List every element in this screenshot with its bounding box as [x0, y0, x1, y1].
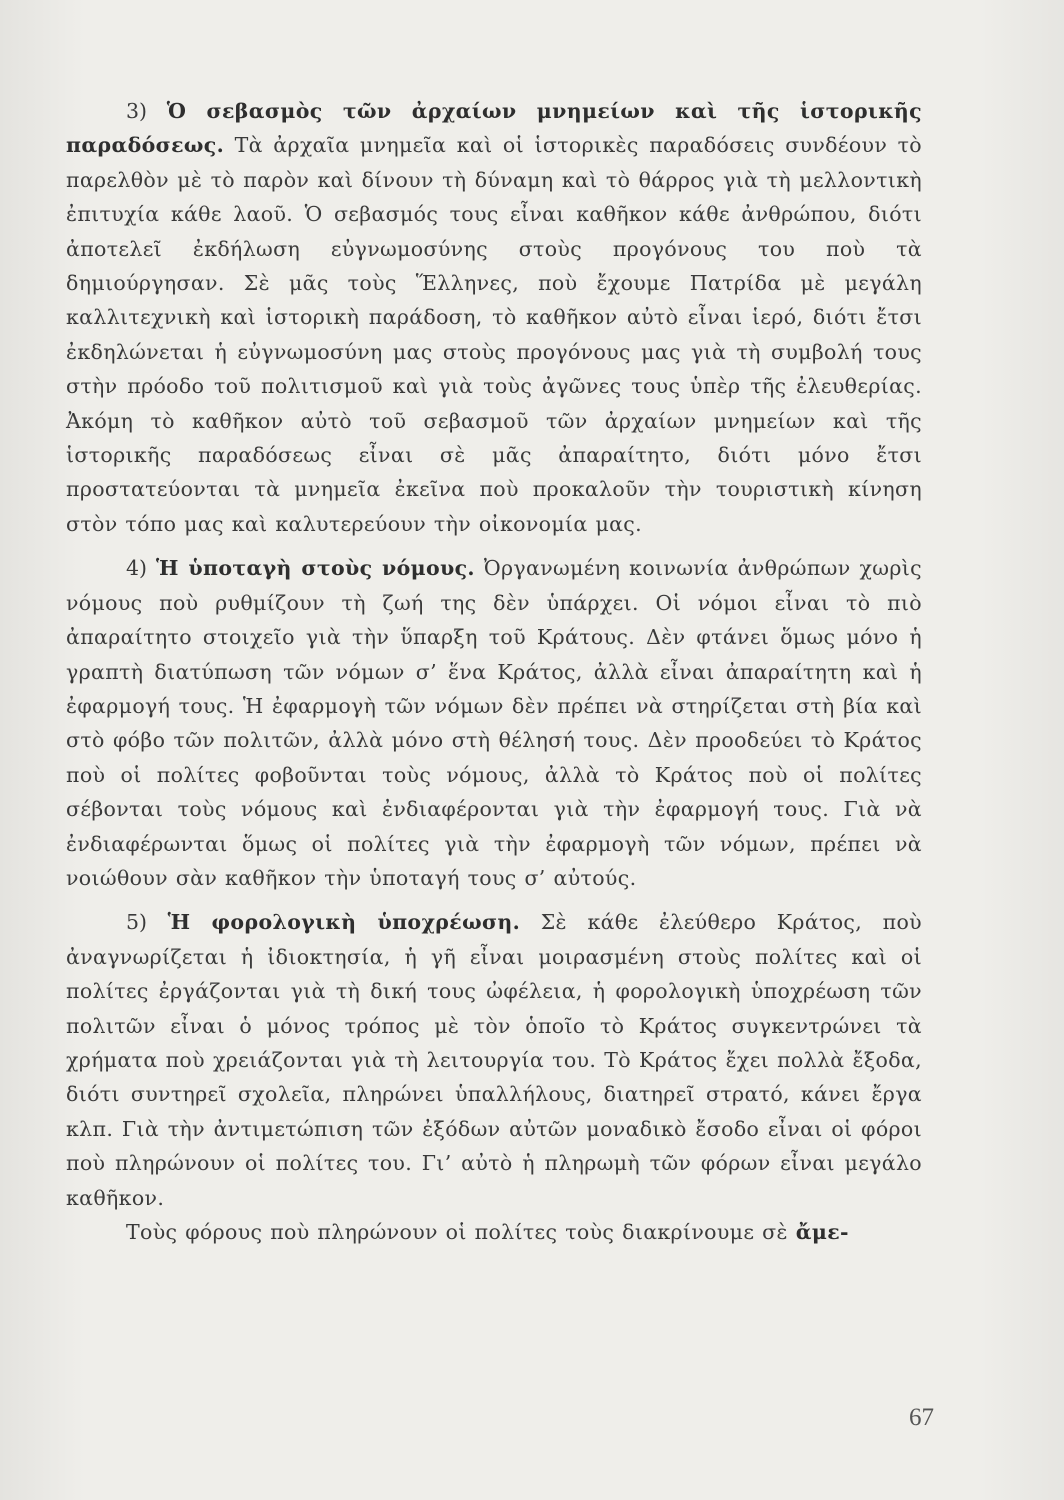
paragraph-body: Ὀργανωμένη κοινωνία ἀνθρώπων χωρὶς νόμους ποὺ ρυθμίζουν τὴ ζωή της δὲν ὑπάρχει. Οἱ νόμοι εἶναι τὸ πιὸ ἀπαραίτητο στοιχεῖο γιὰ τὴν ὕπαρξη τοῦ Κράτους. Δὲν φτάνει ὅμως μόνο ἡ γραπτὴ διατύπωση τῶν νόμων σ’ ἕνα Κράτος, ἀλλὰ εἶναι ἀπαραίτητη καὶ ἡ ἐφαρμογή τους. Ἡ ἐφαρμογὴ τῶν νόμων δὲν πρέπει νὰ στηρίζεται στὴ βία καὶ στὸ φόβο τῶν πολιτῶν, ἀλλὰ μόνο στὴ θέλησή τους. Δὲν προοδεύει τὸ Κράτος ποὺ οἱ πολίτες φοβοῦνται τοὺς νόμους, ἀλλὰ τὸ Κράτος ποὺ οἱ πολίτες σέβονται τοὺς νόμους καὶ ἐνδιαφέρονται γιὰ τὴν ἐφαρμογή τους. Γιὰ νὰ ἐνδιαφέρωνται ὅμως οἱ πολίτες γιὰ τὴν ἐφαρμογὴ τῶν νόμων, πρέπει νὰ νοιώθουν σὰν καθῆκον τὴν ὑποταγή τους σ’ αὐτούς.: [66, 556, 922, 890]
paragraph-body: Τὰ ἀρχαῖα μνημεῖα καὶ οἱ ἱστορικὲς παραδόσεις συνδέουν τὸ παρελθὸν μὲ τὸ παρὸν καὶ δίνουν τὴ δύναμη καὶ τὸ θάρρος γιὰ τὴ μελλοντικὴ ἐπιτυχία κάθε λαοῦ. Ὁ σεβασμός τους εἶναι καθῆκον κάθε ἀνθρώπου, διότι ἀποτελεῖ ἐκδήλωση εὐγνωμοσύνης στοὺς προγόνους του ποὺ τὰ δημιούργησαν. Σὲ μᾶς τοὺς Ἕλληνες, ποὺ ἔχουμε Πατρίδα μὲ μεγάλη καλλιτεχνικὴ καὶ ἱστορικὴ παράδοση, τὸ καθῆκον αὐτὸ εἶναι ἱερό, διότι ἔτσι ἐκδηλώνεται ἡ εὐγνωμοσύνη μας στοὺς προγόνους μας γιὰ τὴ συμβολή τους στὴν πρόοδο τοῦ πολιτισμοῦ καὶ γιὰ τοὺς ἀγῶνες τους ὑπὲρ τῆς ἐλευθερίας. Ἀκόμη τὸ καθῆκον αὐτὸ τοῦ σεβασμοῦ τῶν ἀρχαίων μνημείων καὶ τῆς ἱστορικῆς παραδόσεως εἶναι σὲ μᾶς ἀπαραίτητο, διότι μόνο ἔτσι προστατεύονται τὰ μνημεῖα ἐκεῖνα ποὺ προκαλοῦν τὴν τουριστικὴ κίνηση στὸν τόπο μας καὶ καλυτερεύουν τὴν οἰκονομία μας.: [66, 133, 923, 536]
paragraph-number: 4): [126, 556, 148, 581]
paragraph-monuments: [66, 94, 922, 541]
paragraph-taxes: [66, 905, 922, 1215]
continuation-emphasis: ἄμε-: [795, 1220, 849, 1244]
paragraph-number: 3): [126, 99, 148, 123]
paragraph-body: Τοὺς φόρους ποὺ πληρώνουν οἱ πολίτες τοὺς διακρίνουμε σὲ: [126, 1220, 788, 1244]
paragraph-body: Σὲ κάθε ἐλεύθερο Κράτος, ποὺ ἀναγνωρίζεται ἡ ἰδιοκτησία, ἡ γῆ εἶναι μοιρασμένη στοὺς πολίτες καὶ οἱ πολίτες ἐργάζονται γιὰ τὴ δική τους ὠφέλεια, ἡ φορολογικὴ ὑποχρέωση τῶν πολιτῶν εἶναι ὁ μόνος τρόπος μὲ τὸν ὁποῖο τὸ Κράτος συγκεντρώνει τὰ χρήματα ποὺ χρειάζονται γιὰ τὴ λειτουργία του. Τὸ Κράτος ἔχει πολλὰ ἔξοδα, διότι συντηρεῖ σχολεῖα, πληρώνει ὑπαλλήλους, διατηρεῖ στρατό, κάνει ἔργα κλπ. Γιὰ τὴν ἀντιμετώπιση τῶν ἐξόδων αὐτῶν μοναδικὸ ἔσοδο εἶναι οἱ φόροι ποὺ πληρώνουν οἱ πολίτες του. Γι’ αὐτὸ ἡ πληρωμὴ τῶν φόρων εἶναι μεγάλο καθῆκον.: [66, 910, 922, 1210]
text-block: [66, 94, 922, 1249]
page-number: 67: [909, 1404, 934, 1431]
paragraph-number: 5): [126, 910, 148, 935]
paragraph-heading: Ἡ φορολογικὴ ὑποχρέωση.: [167, 910, 521, 935]
paragraph-laws: [66, 551, 922, 895]
paragraph-heading: Ὁ σεβασμὸς τῶν ἀρχαίων μνημείων καὶ τῆς ἱστορικῆς παραδόσεως.: [66, 99, 922, 158]
paragraph-continuation: [66, 1215, 922, 1249]
paragraph-heading: Ἡ ὑποταγὴ στοὺς νόμους.: [156, 556, 475, 581]
